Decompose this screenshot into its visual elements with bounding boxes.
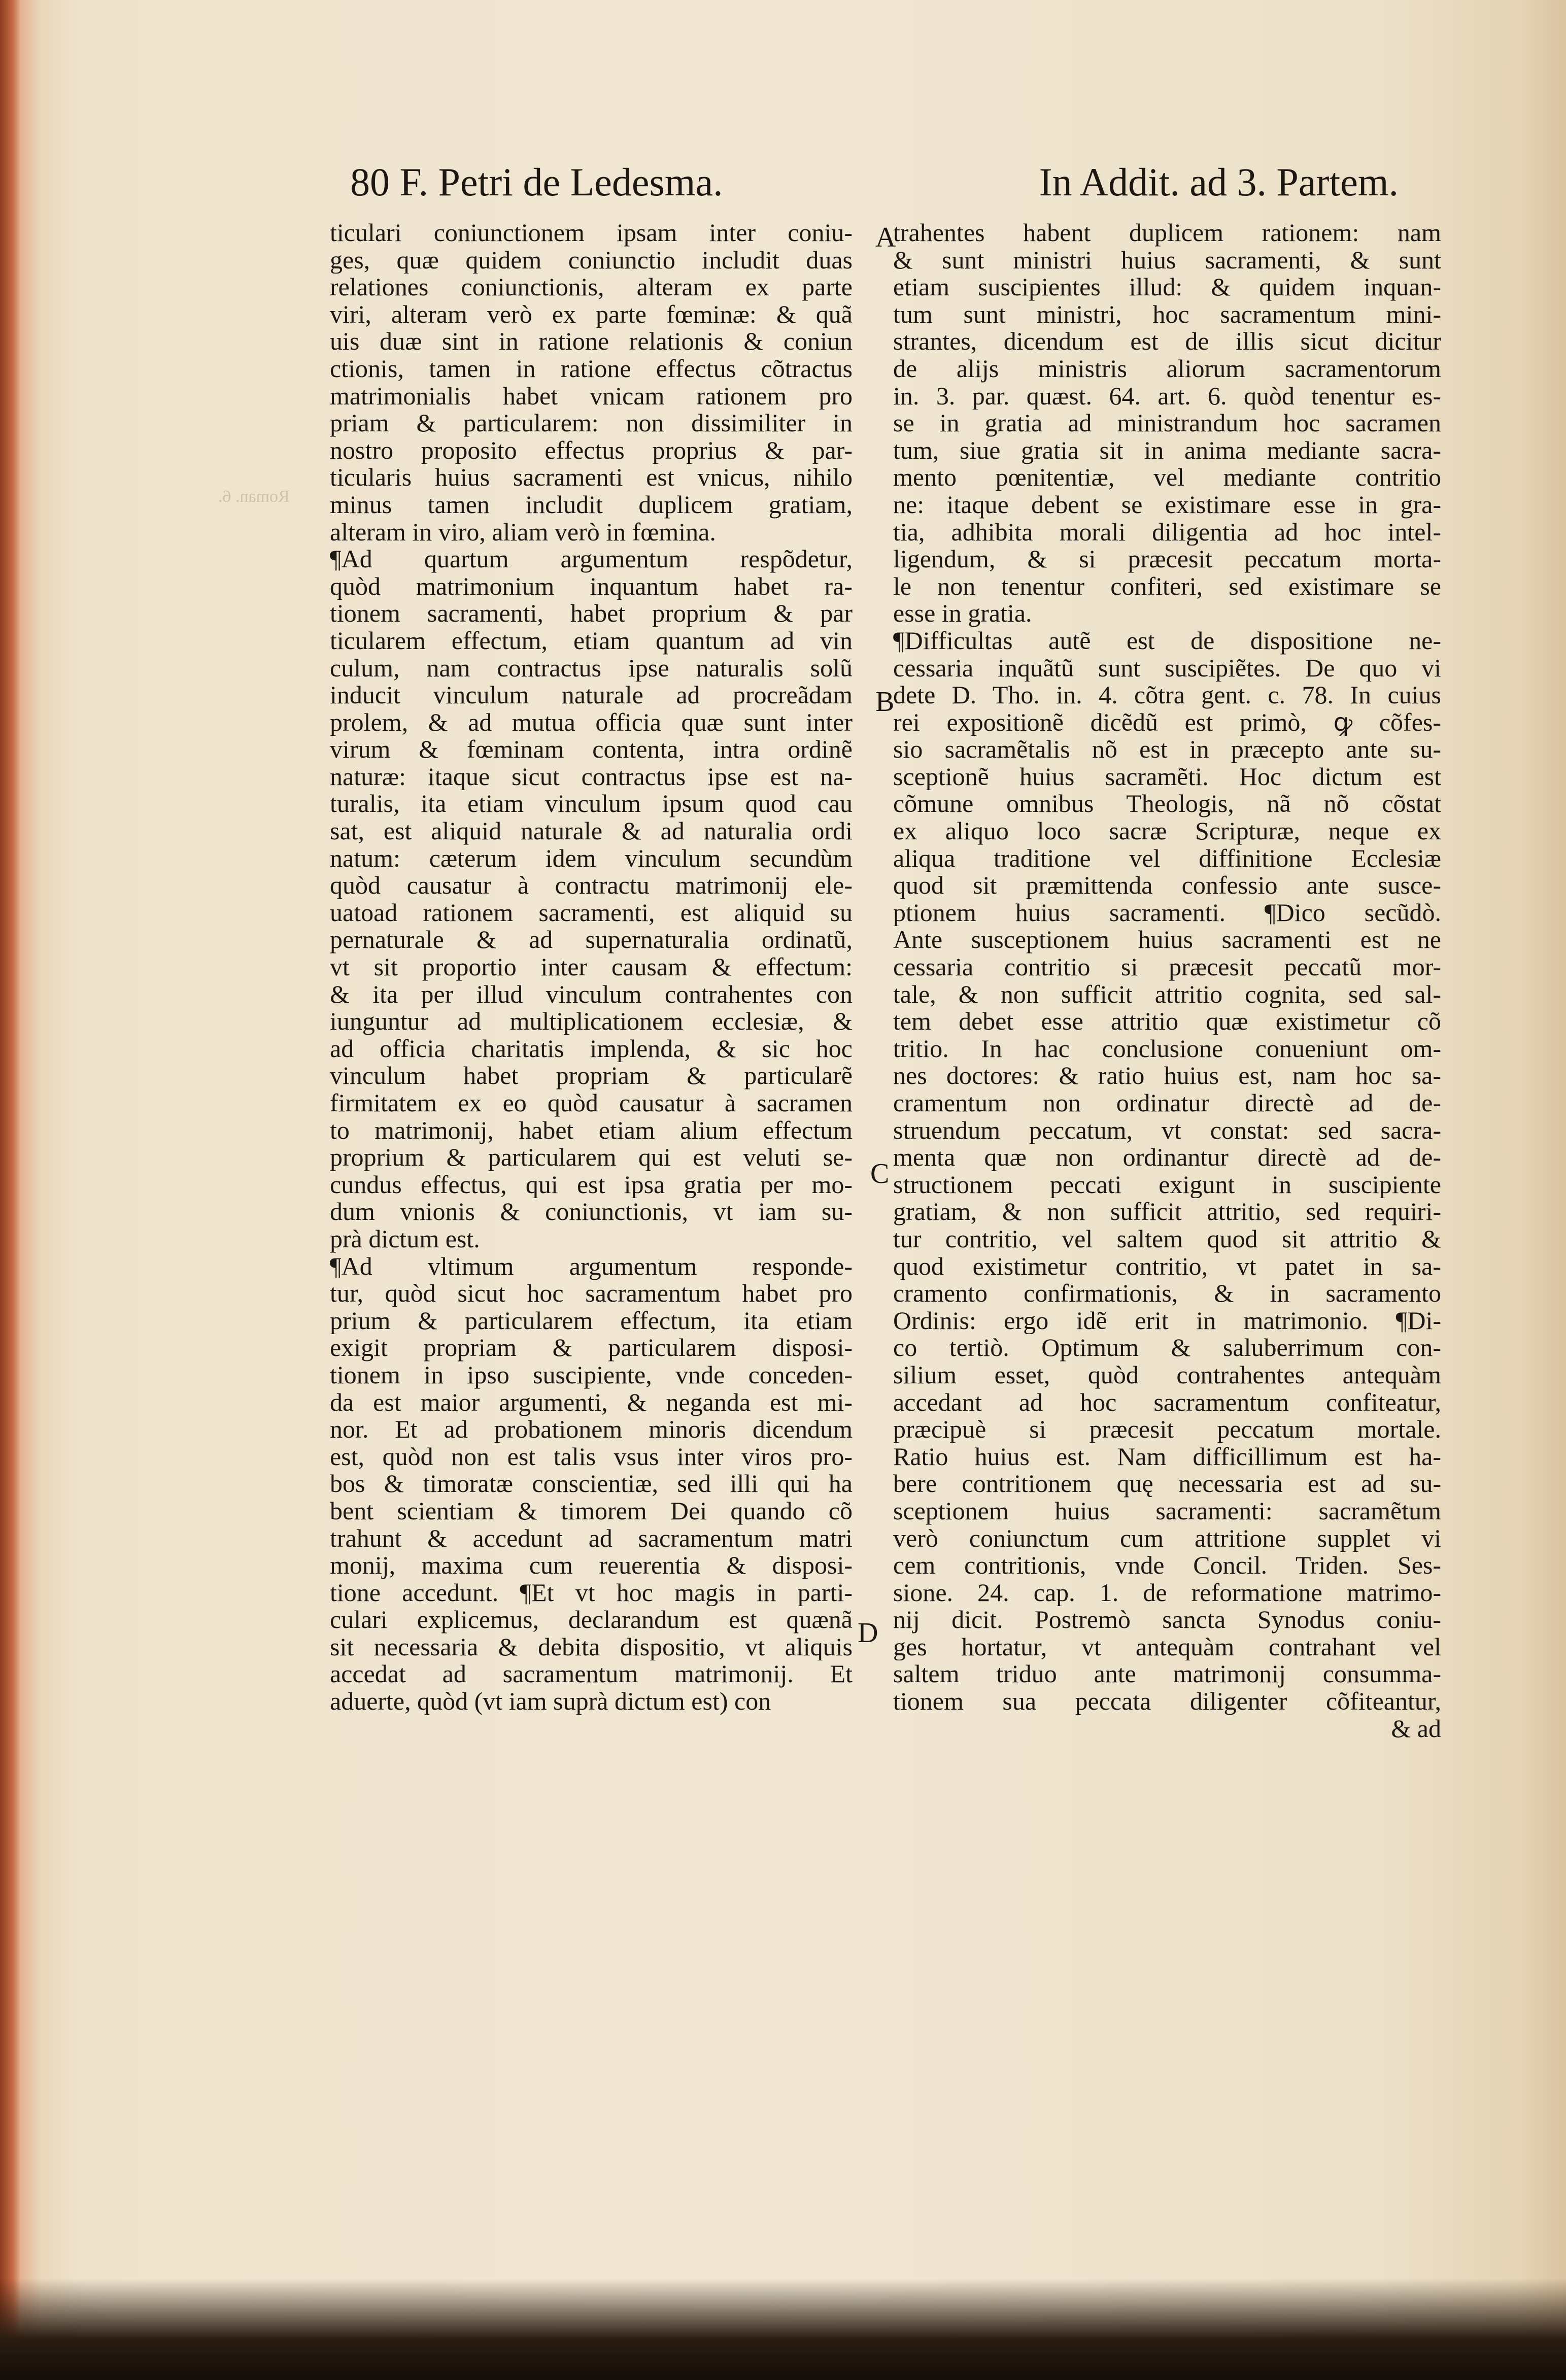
text-line: tum sunt ministri, hoc sacramentum mini-: [893, 300, 1441, 328]
text-line: tur contritio, vel saltem quod sit attritio &: [893, 1225, 1441, 1253]
text-line: ticulari coniunctionem ipsam inter coniu-: [330, 219, 853, 247]
text-line: strantes, dicendum est de illis sicut dicitur: [893, 328, 1441, 355]
text-line: virum & fœminam contenta, intra ordinẽ: [330, 736, 853, 763]
text-line: prà dictum est.: [330, 1225, 480, 1253]
text-line: silium esset, quòd contrahentes antequàm: [893, 1361, 1441, 1389]
text-line: prium & particularem effectum, ita etiam: [330, 1307, 853, 1335]
text-line: præcipuè si præcesit peccatum mortale.: [893, 1416, 1441, 1443]
text-line: menta quæ non ordinantur directè ad de-: [893, 1144, 1441, 1171]
text-line: de alijs ministris aliorum sacramentorum: [893, 355, 1441, 383]
text-line: trahentes habent duplicem rationem: nam: [893, 219, 1441, 247]
text-line: viri, alteram verò ex parte fœminæ: & quã: [330, 300, 853, 328]
text-line: cramento confirmationis, & in sacramento: [893, 1280, 1441, 1307]
text-line: Ordinis: ergo idẽ erit in matrimonio. ¶Di-: [893, 1307, 1441, 1335]
text-line: rei expositionẽ dicẽdũ est primò, ꝙ cõfes-: [893, 708, 1441, 736]
text-line: cõmune omnibus Theologis, nã nõ cõstat: [893, 790, 1441, 818]
text-line: priam & particularem: non dissimiliter in: [330, 410, 853, 437]
text-line: bere contritionem quę necessaria est ad su-: [893, 1470, 1441, 1498]
text-line: tionem sacramenti, habet proprium & par: [330, 600, 853, 627]
margin-letter-a: A: [875, 222, 896, 253]
text-line: ges, quæ quidem coniunctio includit duas: [330, 246, 853, 274]
text-line: & ad: [1391, 1715, 1441, 1743]
left-text-column: [330, 219, 853, 1715]
text-line: nostro proposito effectus proprius & par-: [330, 436, 853, 464]
text-line: aduerte, quòd (vt iam suprà dictum est) con: [330, 1688, 771, 1715]
text-line: exigit propriam & particularem disposi-: [330, 1334, 853, 1362]
text-line: inducit vinculum naturale ad procreãdam: [330, 682, 853, 709]
text-line: esse in gratia.: [893, 600, 1032, 627]
text-line: tionem sua peccata diligenter cõfiteantur,: [893, 1688, 1441, 1715]
text-line: pernaturale & ad supernaturalia ordinatũ,: [330, 926, 853, 954]
text-line: & sunt ministri huius sacramenti, & sunt: [893, 246, 1441, 274]
text-line: tale, & non sufficit attritio cognita, sed sal-: [893, 980, 1441, 1008]
text-line: ¶Difficultas autẽ est de dispositione ne-: [893, 627, 1441, 655]
text-line: sio sacramẽtalis nõ est in præcepto ante su-: [893, 736, 1441, 763]
text-line: da est maior argumenti, & neganda est mi-: [330, 1388, 853, 1416]
text-line: quod existimetur contritio, vt patet in sa-: [893, 1252, 1441, 1280]
text-line: accedat ad sacramentum matrimonij. Et: [330, 1660, 853, 1688]
text-line: cessaria inquãtũ sunt suscipiẽtes. De quo vi: [893, 654, 1441, 682]
text-line: sat, est aliquid naturale & ad naturalia ordi: [330, 818, 853, 845]
text-line: vt sit proportio inter causam & effectum:: [330, 954, 853, 981]
text-line: cundus effectus, qui est ipsa gratia per mo-: [330, 1171, 853, 1199]
text-line: ad officia charitatis implenda, & sic hoc: [330, 1035, 853, 1063]
text-line: ticularem effectum, etiam quantum ad vin: [330, 627, 853, 655]
bleed-through-marginal-note: Roman. 6.: [218, 487, 290, 506]
text-line: sceptionem huius sacramenti: sacramẽtum: [893, 1497, 1441, 1525]
margin-letter-c: C: [870, 1158, 890, 1189]
text-line: prolem, & ad mutua officia quæ sunt inter: [330, 708, 853, 736]
text-line: turalis, ita etiam vinculum ipsum quod cau: [330, 790, 853, 818]
text-line: tionem in ipso suscipiente, vnde conceden-: [330, 1361, 853, 1389]
text-line: ne: itaque debent se existimare esse in gra-: [893, 491, 1441, 519]
text-line: est, quòd non est talis vsus inter viros pro-: [330, 1443, 853, 1471]
text-line: sit necessaria & debita dispositio, vt aliquis: [330, 1633, 853, 1661]
text-line: ctionis, tamen in ratione effectus cõtractus: [330, 355, 853, 383]
text-line: gratiam, & non sufficit attritio, sed requiri-: [893, 1198, 1441, 1226]
text-line: uatoad rationem sacramenti, est aliquid su: [330, 899, 853, 927]
text-line: aliqua traditione vel diffinitione Ecclesiæ: [893, 844, 1441, 872]
text-line: trahunt & accedunt ad sacramentum matri: [330, 1524, 853, 1552]
text-line: minus tamen includit duplicem gratiam,: [330, 491, 853, 519]
text-line: monij, maxima cum reuerentia & disposi-: [330, 1552, 853, 1579]
text-line: accedant ad hoc sacramentum confiteatur,: [893, 1388, 1441, 1416]
running-head-left: 80 F. Petri de Ledesma.: [350, 160, 723, 204]
text-line: struendum peccatum, vt constat: sed sacra-: [893, 1116, 1441, 1144]
text-line: culari explicemus, declarandum est quænã: [330, 1606, 853, 1634]
text-line: quod sit præmittenda confessio ante susce-: [893, 872, 1441, 899]
text-line: Ratio huius est. Nam difficillimum est ha-: [893, 1443, 1441, 1471]
text-line: vinculum habet propriam & particularẽ: [330, 1062, 853, 1090]
text-line: sceptionẽ huius sacramẽti. Hoc dictum est: [893, 763, 1441, 791]
text-line: matrimonialis habet vnicam rationem pro: [330, 382, 853, 410]
text-line: se in gratia ad ministrandum hoc sacramen: [893, 410, 1441, 437]
text-line: cessaria contritio si præcesit peccatũ mor-: [893, 954, 1441, 981]
text-line: co tertiò. Optimum & saluberrimum con-: [893, 1334, 1441, 1362]
text-line: tia, adhibita morali diligentia ad hoc intel-: [893, 518, 1441, 546]
text-line: iunguntur ad multiplicationem ecclesiæ, &: [330, 1008, 853, 1035]
text-line: bent scientiam & timorem Dei quando cõ: [330, 1497, 853, 1525]
margin-letter-d: D: [858, 1617, 878, 1649]
text-line: verò coniunctum cum attritione supplet vi: [893, 1524, 1441, 1552]
text-line: natum: cæterum idem vinculum secundùm: [330, 844, 853, 872]
text-line: dete D. Tho. in. 4. cõtra gent. c. 78. In cuius: [893, 682, 1441, 709]
text-line: tem debet esse attritio quæ existimetur cõ: [893, 1008, 1441, 1035]
text-line: quòd causatur à contractu matrimonij ele-: [330, 872, 853, 899]
margin-letter-b: B: [875, 686, 895, 718]
text-line: le non tenentur confiteri, sed existimare se: [893, 572, 1441, 600]
text-line: mento pœnitentiæ, vel mediante contritio: [893, 464, 1441, 491]
text-line: tione accedunt. ¶Et vt hoc magis in parti-: [330, 1579, 853, 1607]
text-line: nij dicit. Postremò sancta Synodus coniu-: [893, 1606, 1441, 1634]
text-line: nor. Et ad probationem minoris dicendum: [330, 1416, 853, 1443]
text-line: ¶Ad vltimum argumentum responde-: [330, 1252, 853, 1280]
text-line: culum, nam contractus ipse naturalis solũ: [330, 654, 853, 682]
text-line: tum, siue gratia sit in anima mediante sacra-: [893, 436, 1441, 464]
text-line: & ita per illud vinculum contrahentes con: [330, 980, 853, 1008]
text-line: ligendum, & si præcesit peccatum morta-: [893, 546, 1441, 573]
text-line: ex aliquo loco sacræ Scripturæ, neque ex: [893, 818, 1441, 845]
text-line: cramentum non ordinatur directè ad de-: [893, 1090, 1441, 1117]
text-line: ticularis huius sacramenti est vnicus, nihilo: [330, 464, 853, 491]
text-line: ges hortatur, vt antequàm contrahant vel: [893, 1633, 1441, 1661]
text-line: sione. 24. cap. 1. de reformatione matrimo-: [893, 1579, 1441, 1607]
text-line: alteram in viro, aliam verò in fœmina.: [330, 518, 716, 546]
text-line: structionem peccati exigunt in suscipiente: [893, 1171, 1441, 1199]
running-head-right: In Addit. ad 3. Partem.: [1039, 160, 1399, 204]
text-line: Ante susceptionem huius sacramenti est ne: [893, 926, 1441, 954]
text-line: etiam suscipientes illud: & quidem inquan-: [893, 274, 1441, 301]
right-text-column: [893, 219, 1441, 1742]
text-line: cem contritionis, vnde Concil. Triden. Ses-: [893, 1552, 1441, 1579]
text-line: firmitatem ex eo quòd causatur à sacramen: [330, 1090, 853, 1117]
text-line: ¶Ad quartum argumentum respõdetur,: [330, 546, 853, 573]
text-line: uis duæ sint in ratione relationis & coniun: [330, 328, 853, 355]
text-line: nes doctores: & ratio huius est, nam hoc sa-: [893, 1062, 1441, 1090]
text-line: relationes coniunctionis, alteram ex parte: [330, 274, 853, 301]
text-line: ptionem huius sacramenti. ¶Dico secũdò.: [893, 899, 1441, 927]
text-line: tur, quòd sicut hoc sacramentum habet pro: [330, 1280, 853, 1307]
text-line: dum vnionis & coniunctionis, vt iam su-: [330, 1198, 853, 1226]
text-line: in. 3. par. quæst. 64. art. 6. quòd tenentur es-: [893, 382, 1441, 410]
text-line: proprium & particularem qui est veluti se-: [330, 1144, 853, 1171]
text-line: tritio. In hac conclusione conueniunt om-: [893, 1035, 1441, 1063]
text-line: to matrimonij, habet etiam alium effectum: [330, 1116, 853, 1144]
text-line: bos & timoratæ conscientiæ, sed illi qui ha: [330, 1470, 853, 1498]
text-line: naturæ: itaque sicut contractus ipse est na-: [330, 763, 853, 791]
text-line: saltem triduo ante matrimonij consumma-: [893, 1660, 1441, 1688]
text-line: quòd matrimonium inquantum habet ra-: [330, 572, 853, 600]
